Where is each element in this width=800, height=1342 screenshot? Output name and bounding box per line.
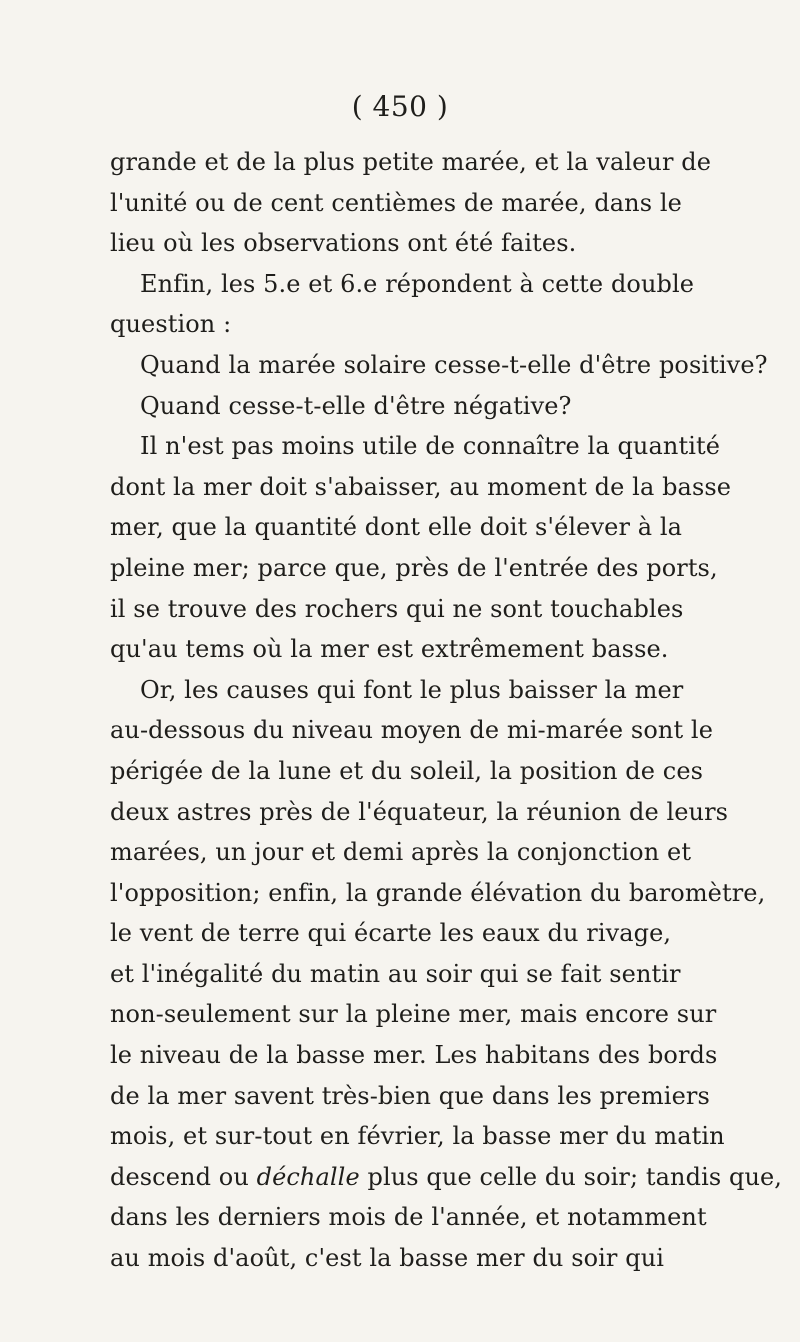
text-line: deux astres près de l'équateur, la réunion de leurs — [110, 797, 729, 826]
text-line: mois, et sur-tout en février, la basse mer du matin — [110, 1122, 725, 1151]
text-line: au mois d'août, c'est la basse mer du soir qui — [110, 1244, 665, 1273]
text-line: Enfin, les 5.e et 6.e répondent à cette double — [140, 269, 695, 298]
text-line: Il n'est pas moins utile de connaître la quantité — [140, 432, 721, 461]
text-line — [110, 1157, 800, 1198]
text-line: Quand cesse-t-elle d'être négative? — [140, 391, 572, 420]
text-line: mer, que la quantité dont elle doit s'élever à la — [110, 513, 683, 542]
text-line: de la mer savent très-bien que dans les premiers — [110, 1081, 710, 1110]
text-line: le vent de terre qui écarte les eaux du rivage, — [110, 919, 672, 948]
text-line: qu'au tems où la mer est extrêmement basse. — [110, 635, 669, 664]
text-line: grande et de la plus petite marée, et la valeur de — [110, 148, 712, 176]
text-line: Quand la marée solaire cesse-t-elle d'être positive? — [140, 350, 768, 379]
text-line: question : — [110, 310, 232, 339]
text-line: au-dessous du niveau moyen de mi-marée sont le — [110, 716, 714, 745]
text-line: il se trouve des rochers qui ne sont touchables — [110, 594, 684, 623]
line-end: plus que celle du soir; tandis que, — [359, 1162, 783, 1191]
text-line: pleine mer; parce que, près de l'entrée des ports, — [110, 553, 718, 582]
text-line: marées, un jour et demi après la conjonction et — [110, 838, 692, 867]
text-line: Or, les causes qui font le plus baisser la mer — [140, 675, 684, 704]
body-text — [110, 142, 800, 1279]
text-line: et l'inégalité du matin au soir qui se fait sentir — [110, 959, 681, 988]
text-line: lieu où les observations ont été faites. — [110, 229, 577, 258]
text-line: l'unité ou de cent centièmes de marée, dans le — [110, 188, 682, 217]
page-number: ( 450 ) — [351, 90, 449, 123]
text-line: dont la mer doit s'abaisser, au moment de la basse — [110, 472, 732, 501]
text-line: dans les derniers mois de l'année, et notamment — [110, 1203, 707, 1232]
text-line: le niveau de la basse mer. Les habitans des bords — [110, 1041, 718, 1070]
italic-term: déchalle — [256, 1162, 360, 1191]
text-line: l'opposition; enfin, la grande élévation du baromètre, — [110, 878, 766, 907]
line-start: descend ou — [110, 1162, 257, 1191]
text-line: périgée de la lune et du soleil, la position de ces — [110, 756, 704, 785]
text-line: non-seulement sur la pleine mer, mais encore sur — [110, 1000, 717, 1029]
